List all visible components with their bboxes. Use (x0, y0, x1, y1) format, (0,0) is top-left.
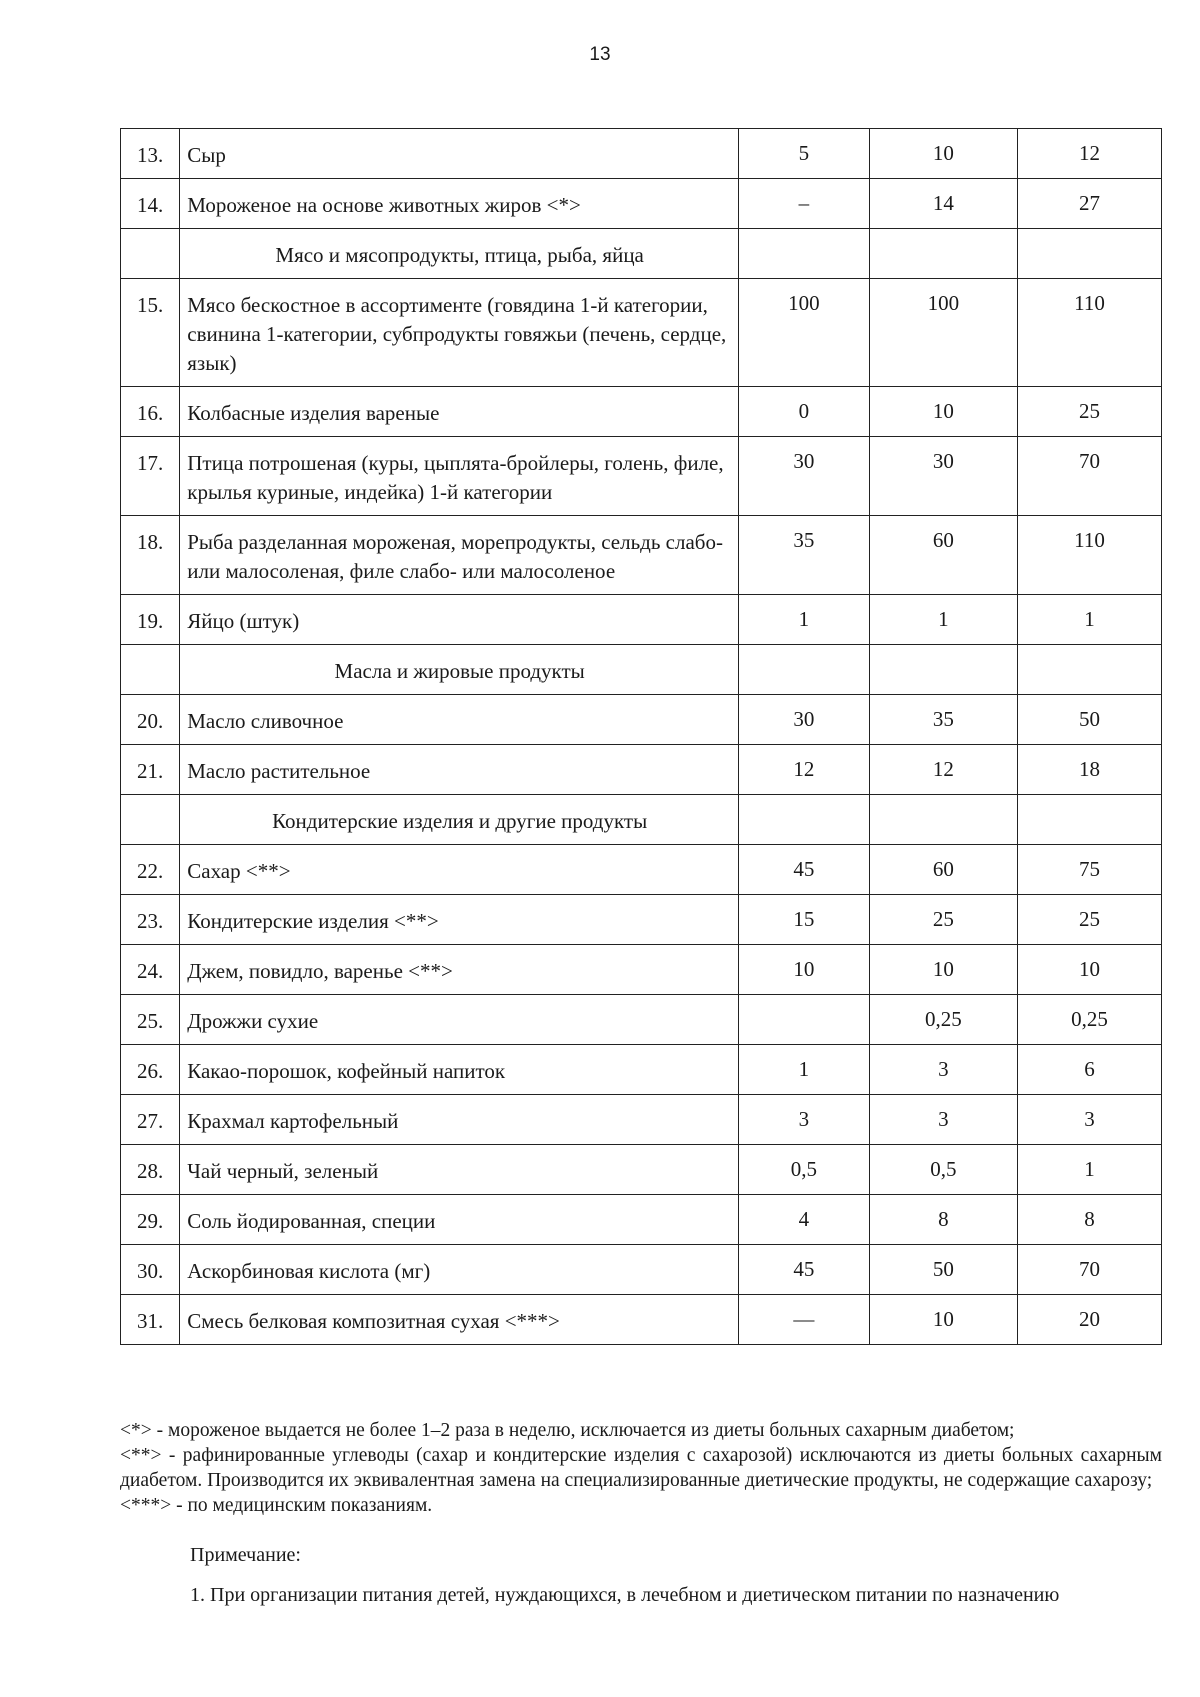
value-cell-2: 0,5 (869, 1145, 1017, 1195)
section-row (121, 795, 1162, 845)
section-title-cell: Кондитерские изделия и другие продукты (180, 795, 739, 845)
row-number-cell: 27. (121, 1095, 180, 1145)
row-number-cell: 26. (121, 1045, 180, 1095)
value-cell-1 (739, 229, 870, 279)
product-name-cell: Какао-порошок, кофейный напиток (180, 1045, 739, 1095)
value-cell-1: 10 (739, 945, 870, 995)
value-cell-3: 0,25 (1017, 995, 1161, 1045)
value-cell-2: 25 (869, 895, 1017, 945)
value-cell-3: 25 (1017, 895, 1161, 945)
value-cell-1: 0,5 (739, 1145, 870, 1195)
table-row (121, 995, 1162, 1045)
row-number-cell: 13. (121, 129, 180, 179)
value-cell-2: 10 (869, 945, 1017, 995)
product-name-cell: Масло растительное (180, 745, 739, 795)
row-number-cell: 25. (121, 995, 180, 1045)
row-number-cell: 20. (121, 695, 180, 745)
value-cell-1: 15 (739, 895, 870, 945)
value-cell-1: 30 (739, 695, 870, 745)
table-row (121, 1095, 1162, 1145)
product-name-cell: Птица потрошеная (куры, цыплята-бройлеры, голень, филе, крылья куриные, индейка) 1-й категории (180, 437, 739, 516)
value-cell-3: 27 (1017, 179, 1161, 229)
product-name-cell: Сыр (180, 129, 739, 179)
food-norms-table (120, 128, 1162, 1345)
section-row (121, 645, 1162, 695)
value-cell-1: 30 (739, 437, 870, 516)
table-row (121, 1145, 1162, 1195)
value-cell-2 (869, 229, 1017, 279)
page-number: 13 (589, 44, 611, 65)
product-name-cell: Смесь белковая композитная сухая <***> (180, 1295, 739, 1345)
table-row (121, 1245, 1162, 1295)
value-cell-1: — (739, 1295, 870, 1345)
footnotes (120, 1418, 1162, 1518)
row-number-cell: 28. (121, 1145, 180, 1195)
value-cell-2: 1 (869, 595, 1017, 645)
value-cell-2: 14 (869, 179, 1017, 229)
product-name-cell: Джем, повидло, варенье <**> (180, 945, 739, 995)
value-cell-3: 10 (1017, 945, 1161, 995)
value-cell-3: 6 (1017, 1045, 1161, 1095)
table-row (121, 845, 1162, 895)
value-cell-1: 35 (739, 516, 870, 595)
value-cell-3: 75 (1017, 845, 1161, 895)
product-name-cell: Крахмал картофельный (180, 1095, 739, 1145)
value-cell-3: 1 (1017, 1145, 1161, 1195)
value-cell-2: 100 (869, 279, 1017, 387)
row-number-cell: 19. (121, 595, 180, 645)
value-cell-2: 10 (869, 1295, 1017, 1345)
note-item: 1. При организации питания детей, нуждающихся, в лечебном и диетическом питании по назначению (190, 1584, 1060, 1606)
row-number-cell: 16. (121, 387, 180, 437)
note-heading: Примечание: (190, 1544, 301, 1566)
value-cell-2: 3 (869, 1095, 1017, 1145)
value-cell-2: 3 (869, 1045, 1017, 1095)
value-cell-3: 25 (1017, 387, 1161, 437)
product-name-cell: Кондитерские изделия <**> (180, 895, 739, 945)
row-number-cell (121, 795, 180, 845)
value-cell-3: 70 (1017, 437, 1161, 516)
row-number-cell: 23. (121, 895, 180, 945)
product-name-cell: Масло сливочное (180, 695, 739, 745)
value-cell-3: 12 (1017, 129, 1161, 179)
value-cell-3 (1017, 795, 1161, 845)
table-row (121, 179, 1162, 229)
table-row (121, 1195, 1162, 1245)
value-cell-3: 70 (1017, 1245, 1161, 1295)
row-number-cell (121, 229, 180, 279)
value-cell-2 (869, 645, 1017, 695)
value-cell-2: 60 (869, 845, 1017, 895)
value-cell-1: 5 (739, 129, 870, 179)
table-body (121, 129, 1162, 1345)
section-title-cell: Масла и жировые продукты (180, 645, 739, 695)
value-cell-1 (739, 995, 870, 1045)
row-number-cell: 29. (121, 1195, 180, 1245)
row-number-cell: 30. (121, 1245, 180, 1295)
row-number-cell: 17. (121, 437, 180, 516)
product-name-cell: Соль йодированная, специи (180, 1195, 739, 1245)
table-row (121, 695, 1162, 745)
table-row (121, 1045, 1162, 1095)
value-cell-1: 3 (739, 1095, 870, 1145)
row-number-cell: 18. (121, 516, 180, 595)
value-cell-1 (739, 645, 870, 695)
value-cell-1: 45 (739, 845, 870, 895)
value-cell-2: 60 (869, 516, 1017, 595)
footnote-triple-asterisk: <***> - по медицинским показаниям. (120, 1495, 433, 1516)
value-cell-1 (739, 795, 870, 845)
table-row (121, 1295, 1162, 1345)
section-row (121, 229, 1162, 279)
value-cell-2 (869, 795, 1017, 845)
value-cell-2: 8 (869, 1195, 1017, 1245)
row-number-cell: 21. (121, 745, 180, 795)
table-row (121, 945, 1162, 995)
product-name-cell: Аскорбиновая кислота (мг) (180, 1245, 739, 1295)
product-name-cell: Яйцо (штук) (180, 595, 739, 645)
value-cell-2: 50 (869, 1245, 1017, 1295)
section-title-cell: Мясо и мясопродукты, птица, рыба, яйца (180, 229, 739, 279)
table-row (121, 595, 1162, 645)
table-row (121, 745, 1162, 795)
row-number-cell: 15. (121, 279, 180, 387)
product-name-cell: Рыба разделанная мороженая, морепродукты, сельдь слабо- или малосоленая, филе слабо- или малосоленое (180, 516, 739, 595)
value-cell-2: 12 (869, 745, 1017, 795)
value-cell-2: 30 (869, 437, 1017, 516)
row-number-cell: 14. (121, 179, 180, 229)
table-row (121, 895, 1162, 945)
table-row (121, 437, 1162, 516)
row-number-cell (121, 645, 180, 695)
value-cell-2: 10 (869, 387, 1017, 437)
table-row (121, 129, 1162, 179)
value-cell-1: – (739, 179, 870, 229)
value-cell-3: 110 (1017, 279, 1161, 387)
product-name-cell: Дрожжи сухие (180, 995, 739, 1045)
value-cell-3: 1 (1017, 595, 1161, 645)
value-cell-2: 0,25 (869, 995, 1017, 1045)
value-cell-3: 18 (1017, 745, 1161, 795)
value-cell-1: 100 (739, 279, 870, 387)
value-cell-1: 4 (739, 1195, 870, 1245)
value-cell-1: 1 (739, 1045, 870, 1095)
value-cell-2: 35 (869, 695, 1017, 745)
product-name-cell: Мороженое на основе животных жиров <*> (180, 179, 739, 229)
value-cell-3: 110 (1017, 516, 1161, 595)
value-cell-3 (1017, 645, 1161, 695)
product-name-cell: Мясо бескостное в ассортименте (говядина 1-й категории, свинина 1-категории, субпродукты говяжьи (печень, сердце, язык) (180, 279, 739, 387)
value-cell-1: 12 (739, 745, 870, 795)
value-cell-3: 3 (1017, 1095, 1161, 1145)
value-cell-3 (1017, 229, 1161, 279)
footnote-double-asterisk: <**> - рафинированные углеводы (сахар и кондитерские изделия с сахарозой) исключаются из диеты больных сахарным диабетом. Производится их эквивалентная замена на специализированные диетические продукты, не содержащие сахарозу; (120, 1445, 1162, 1491)
value-cell-1: 45 (739, 1245, 870, 1295)
table-row (121, 387, 1162, 437)
table-row (121, 516, 1162, 595)
product-name-cell: Сахар <**> (180, 845, 739, 895)
row-number-cell: 31. (121, 1295, 180, 1345)
value-cell-2: 10 (869, 129, 1017, 179)
value-cell-3: 20 (1017, 1295, 1161, 1345)
row-number-cell: 24. (121, 945, 180, 995)
value-cell-1: 1 (739, 595, 870, 645)
value-cell-3: 8 (1017, 1195, 1161, 1245)
row-number-cell: 22. (121, 845, 180, 895)
table-row (121, 279, 1162, 387)
value-cell-3: 50 (1017, 695, 1161, 745)
value-cell-1: 0 (739, 387, 870, 437)
footnote-single-asterisk: <*> - мороженое выдается не более 1–2 раза в неделю, исключается из диеты больных сахарным диабетом; (120, 1420, 1015, 1441)
product-name-cell: Колбасные изделия вареные (180, 387, 739, 437)
product-name-cell: Чай черный, зеленый (180, 1145, 739, 1195)
